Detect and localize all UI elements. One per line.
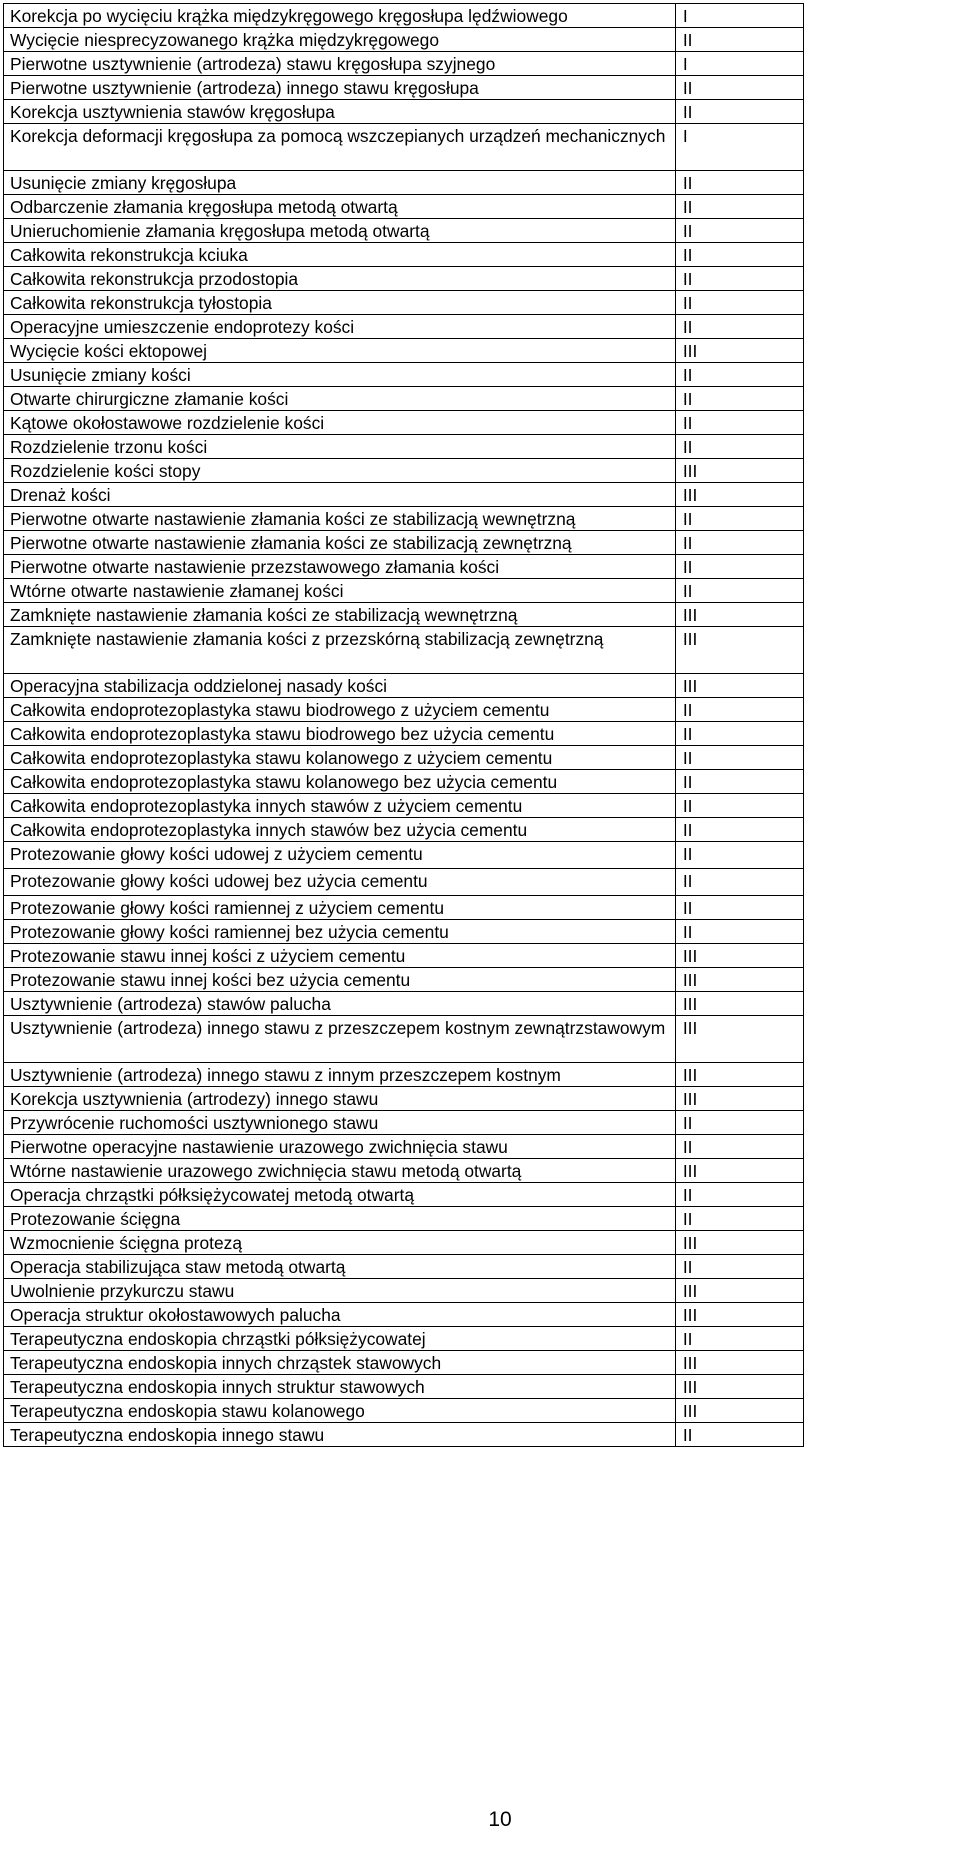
procedure-name-cell: Całkowita endoprotezoplastyka stawu kolanowego bez użycia cementu bbox=[4, 770, 676, 794]
table-row bbox=[4, 195, 804, 219]
table-row bbox=[4, 1303, 804, 1327]
table-row bbox=[4, 920, 804, 944]
procedure-name-cell: Protezowanie ścięgna bbox=[4, 1207, 676, 1231]
procedure-category-cell: II bbox=[675, 171, 803, 195]
procedure-table-body bbox=[4, 4, 804, 1447]
procedure-category-cell: II bbox=[675, 1423, 803, 1447]
procedure-category-cell: III bbox=[675, 603, 803, 627]
table-row bbox=[4, 291, 804, 315]
table-row bbox=[4, 507, 804, 531]
procedure-category-cell: II bbox=[675, 219, 803, 243]
procedure-name-cell: Terapeutyczna endoskopia innych struktur stawowych bbox=[4, 1375, 676, 1399]
table-row bbox=[4, 1231, 804, 1255]
procedure-name-cell: Wtórne nastawienie urazowego zwichnięcia stawu metodą otwartą bbox=[4, 1159, 676, 1183]
procedure-category-cell: II bbox=[675, 531, 803, 555]
procedure-name-cell: Korekcja deformacji kręgosłupa za pomocą wszczepianych urządzeń mechanicznych bbox=[4, 124, 676, 171]
table-row bbox=[4, 363, 804, 387]
table-row bbox=[4, 746, 804, 770]
table-row bbox=[4, 1207, 804, 1231]
table-row bbox=[4, 339, 804, 363]
procedure-category-cell: III bbox=[675, 339, 803, 363]
procedure-category-cell: II bbox=[675, 1327, 803, 1351]
procedure-category-cell: II bbox=[675, 1255, 803, 1279]
table-row bbox=[4, 171, 804, 195]
table-row bbox=[4, 219, 804, 243]
procedure-category-cell: II bbox=[675, 1207, 803, 1231]
procedure-category-cell: III bbox=[675, 992, 803, 1016]
procedure-name-cell: Protezowanie stawu innej kości bez użycia cementu bbox=[4, 968, 676, 992]
table-row bbox=[4, 794, 804, 818]
procedure-category-cell: II bbox=[675, 243, 803, 267]
table-row bbox=[4, 944, 804, 968]
procedure-name-cell: Całkowita endoprotezoplastyka stawu kolanowego z użyciem cementu bbox=[4, 746, 676, 770]
procedure-name-cell: Korekcja usztywnienia (artrodezy) innego stawu bbox=[4, 1087, 676, 1111]
procedure-category-cell: II bbox=[675, 818, 803, 842]
table-row bbox=[4, 1063, 804, 1087]
procedure-name-cell: Całkowita rekonstrukcja tyłostopia bbox=[4, 291, 676, 315]
table-row bbox=[4, 411, 804, 435]
table-row bbox=[4, 818, 804, 842]
procedure-category-cell: I bbox=[675, 124, 803, 171]
table-row bbox=[4, 674, 804, 698]
table-row bbox=[4, 4, 804, 28]
procedure-name-cell: Unieruchomienie złamania kręgosłupa metodą otwartą bbox=[4, 219, 676, 243]
procedure-name-cell: Rozdzielenie trzonu kości bbox=[4, 435, 676, 459]
table-row bbox=[4, 483, 804, 507]
procedure-name-cell: Pierwotne usztywnienie (artrodeza) stawu kręgosłupa szyjnego bbox=[4, 52, 676, 76]
table-row bbox=[4, 387, 804, 411]
procedure-name-cell: Całkowita endoprotezoplastyka stawu biodrowego z użyciem cementu bbox=[4, 698, 676, 722]
table-row bbox=[4, 459, 804, 483]
procedure-name-cell: Całkowita rekonstrukcja przodostopia bbox=[4, 267, 676, 291]
procedure-category-cell: II bbox=[675, 842, 803, 869]
procedure-category-cell: II bbox=[675, 195, 803, 219]
procedure-category-cell: II bbox=[675, 315, 803, 339]
procedure-name-cell: Protezowanie głowy kości ramiennej z użyciem cementu bbox=[4, 896, 676, 920]
procedure-category-cell: II bbox=[675, 722, 803, 746]
procedure-category-cell: II bbox=[675, 770, 803, 794]
procedure-category-cell: I bbox=[675, 4, 803, 28]
procedure-name-cell: Pierwotne usztywnienie (artrodeza) innego stawu kręgosłupa bbox=[4, 76, 676, 100]
table-row bbox=[4, 968, 804, 992]
procedure-category-cell: II bbox=[675, 555, 803, 579]
procedure-category-cell: III bbox=[675, 1063, 803, 1087]
table-row bbox=[4, 100, 804, 124]
procedure-name-cell: Terapeutyczna endoskopia chrząstki półksiężycowatej bbox=[4, 1327, 676, 1351]
procedure-name-cell: Wycięcie kości ektopowej bbox=[4, 339, 676, 363]
table-row bbox=[4, 579, 804, 603]
procedure-name-cell: Uwolnienie przykurczu stawu bbox=[4, 1279, 676, 1303]
procedure-name-cell: Wzmocnienie ścięgna protezą bbox=[4, 1231, 676, 1255]
table-row bbox=[4, 1135, 804, 1159]
table-row bbox=[4, 52, 804, 76]
table-row bbox=[4, 770, 804, 794]
procedure-name-cell: Pierwotne operacyjne nastawienie urazowego zwichnięcia stawu bbox=[4, 1135, 676, 1159]
procedure-name-cell: Usztywnienie (artrodeza) innego stawu z innym przeszczepem kostnym bbox=[4, 1063, 676, 1087]
table-row bbox=[4, 1159, 804, 1183]
procedure-name-cell: Operacja struktur okołostawowych palucha bbox=[4, 1303, 676, 1327]
procedure-category-cell: I bbox=[675, 52, 803, 76]
table-row bbox=[4, 1111, 804, 1135]
table-row bbox=[4, 124, 804, 171]
procedure-category-cell: III bbox=[675, 1375, 803, 1399]
procedure-name-cell: Kątowe okołostawowe rozdzielenie kości bbox=[4, 411, 676, 435]
procedure-name-cell: Terapeutyczna endoskopia innych chrząstek stawowych bbox=[4, 1351, 676, 1375]
procedure-table bbox=[3, 3, 804, 1447]
table-row bbox=[4, 1183, 804, 1207]
procedure-name-cell: Drenaż kości bbox=[4, 483, 676, 507]
procedure-category-cell: III bbox=[675, 1399, 803, 1423]
procedure-category-cell: III bbox=[675, 483, 803, 507]
procedure-name-cell: Przywrócenie ruchomości usztywnionego stawu bbox=[4, 1111, 676, 1135]
procedure-category-cell: III bbox=[675, 968, 803, 992]
table-row bbox=[4, 76, 804, 100]
procedure-category-cell: II bbox=[675, 794, 803, 818]
table-row bbox=[4, 1327, 804, 1351]
table-row bbox=[4, 555, 804, 579]
table-row bbox=[4, 869, 804, 896]
procedure-category-cell: II bbox=[675, 363, 803, 387]
procedure-name-cell: Protezowanie stawu innej kości z użyciem cementu bbox=[4, 944, 676, 968]
table-row bbox=[4, 1016, 804, 1063]
procedure-name-cell: Usztywnienie (artrodeza) innego stawu z przeszczepem kostnym zewnątrzstawowym bbox=[4, 1016, 676, 1063]
procedure-category-cell: II bbox=[675, 698, 803, 722]
procedure-name-cell: Całkowita endoprotezoplastyka stawu biodrowego bez użycia cementu bbox=[4, 722, 676, 746]
procedure-name-cell: Wtórne otwarte nastawienie złamanej kości bbox=[4, 579, 676, 603]
procedure-name-cell: Korekcja po wycięciu krążka międzykręgowego kręgosłupa lędźwiowego bbox=[4, 4, 676, 28]
procedure-name-cell: Całkowita endoprotezoplastyka innych stawów bez użycia cementu bbox=[4, 818, 676, 842]
table-row bbox=[4, 722, 804, 746]
procedure-name-cell: Pierwotne otwarte nastawienie przezstawowego złamania kości bbox=[4, 555, 676, 579]
procedure-category-cell: III bbox=[675, 1231, 803, 1255]
procedure-category-cell: II bbox=[675, 579, 803, 603]
procedure-category-cell: III bbox=[675, 627, 803, 674]
procedure-category-cell: III bbox=[675, 1159, 803, 1183]
table-row bbox=[4, 896, 804, 920]
table-row bbox=[4, 1279, 804, 1303]
procedure-category-cell: II bbox=[675, 896, 803, 920]
table-row bbox=[4, 1423, 804, 1447]
procedure-category-cell: II bbox=[675, 435, 803, 459]
procedure-name-cell: Całkowita endoprotezoplastyka innych stawów z użyciem cementu bbox=[4, 794, 676, 818]
table-row bbox=[4, 1351, 804, 1375]
procedure-category-cell: III bbox=[675, 459, 803, 483]
procedure-name-cell: Otwarte chirurgiczne złamanie kości bbox=[4, 387, 676, 411]
table-row bbox=[4, 698, 804, 722]
table-row bbox=[4, 842, 804, 869]
procedure-name-cell: Zamknięte nastawienie złamania kości z przezskórną stabilizacją zewnętrzną bbox=[4, 627, 676, 674]
procedure-category-cell: II bbox=[675, 291, 803, 315]
procedure-name-cell: Terapeutyczna endoskopia innego stawu bbox=[4, 1423, 676, 1447]
procedure-category-cell: II bbox=[675, 387, 803, 411]
table-row bbox=[4, 992, 804, 1016]
table-row bbox=[4, 603, 804, 627]
procedure-category-cell: III bbox=[675, 944, 803, 968]
procedure-name-cell: Zamknięte nastawienie złamania kości ze stabilizacją wewnętrzną bbox=[4, 603, 676, 627]
procedure-category-cell: III bbox=[675, 1279, 803, 1303]
procedure-name-cell: Odbarczenie złamania kręgosłupa metodą otwartą bbox=[4, 195, 676, 219]
procedure-name-cell: Usunięcie zmiany kręgosłupa bbox=[4, 171, 676, 195]
procedure-name-cell: Operacja chrząstki półksiężycowatej metodą otwartą bbox=[4, 1183, 676, 1207]
procedure-name-cell: Wycięcie niesprecyzowanego krążka międzykręgowego bbox=[4, 28, 676, 52]
procedure-category-cell: III bbox=[675, 1351, 803, 1375]
procedure-category-cell: II bbox=[675, 920, 803, 944]
procedure-name-cell: Protezowanie głowy kości ramiennej bez użycia cementu bbox=[4, 920, 676, 944]
procedure-category-cell: II bbox=[675, 1183, 803, 1207]
procedure-name-cell: Całkowita rekonstrukcja kciuka bbox=[4, 243, 676, 267]
table-row bbox=[4, 1399, 804, 1423]
procedure-name-cell: Usunięcie zmiany kości bbox=[4, 363, 676, 387]
procedure-category-cell: II bbox=[675, 507, 803, 531]
procedure-name-cell: Protezowanie głowy kości udowej z użyciem cementu bbox=[4, 842, 676, 869]
procedure-name-cell: Pierwotne otwarte nastawienie złamania kości ze stabilizacją wewnętrzną bbox=[4, 507, 676, 531]
table-row bbox=[4, 627, 804, 674]
table-row bbox=[4, 267, 804, 291]
procedure-category-cell: II bbox=[675, 76, 803, 100]
procedure-category-cell: II bbox=[675, 869, 803, 896]
table-row bbox=[4, 315, 804, 339]
procedure-name-cell: Protezowanie głowy kości udowej bez użycia cementu bbox=[4, 869, 676, 896]
procedure-category-cell: II bbox=[675, 1111, 803, 1135]
procedure-category-cell: II bbox=[675, 267, 803, 291]
table-row bbox=[4, 435, 804, 459]
table-row bbox=[4, 1375, 804, 1399]
procedure-name-cell: Pierwotne otwarte nastawienie złamania kości ze stabilizacją zewnętrzną bbox=[4, 531, 676, 555]
procedure-category-cell: III bbox=[675, 1016, 803, 1063]
procedure-category-cell: III bbox=[675, 1303, 803, 1327]
procedure-name-cell: Rozdzielenie kości stopy bbox=[4, 459, 676, 483]
procedure-name-cell: Usztywnienie (artrodeza) stawów palucha bbox=[4, 992, 676, 1016]
procedure-category-cell: III bbox=[675, 1087, 803, 1111]
procedure-category-cell: III bbox=[675, 674, 803, 698]
procedure-category-cell: II bbox=[675, 28, 803, 52]
table-row bbox=[4, 243, 804, 267]
procedure-category-cell: II bbox=[675, 100, 803, 124]
procedure-name-cell: Operacyjna stabilizacja oddzielonej nasady kości bbox=[4, 674, 676, 698]
procedure-name-cell: Operacja stabilizująca staw metodą otwartą bbox=[4, 1255, 676, 1279]
table-row bbox=[4, 1087, 804, 1111]
table-row bbox=[4, 531, 804, 555]
procedure-category-cell: II bbox=[675, 746, 803, 770]
procedure-category-cell: II bbox=[675, 411, 803, 435]
procedure-name-cell: Korekcja usztywnienia stawów kręgosłupa bbox=[4, 100, 676, 124]
procedure-name-cell: Terapeutyczna endoskopia stawu kolanowego bbox=[4, 1399, 676, 1423]
procedure-category-cell: II bbox=[675, 1135, 803, 1159]
table-row bbox=[4, 28, 804, 52]
procedure-name-cell: Operacyjne umieszczenie endoprotezy kości bbox=[4, 315, 676, 339]
table-row bbox=[4, 1255, 804, 1279]
page-number: 10 bbox=[488, 1808, 512, 1831]
